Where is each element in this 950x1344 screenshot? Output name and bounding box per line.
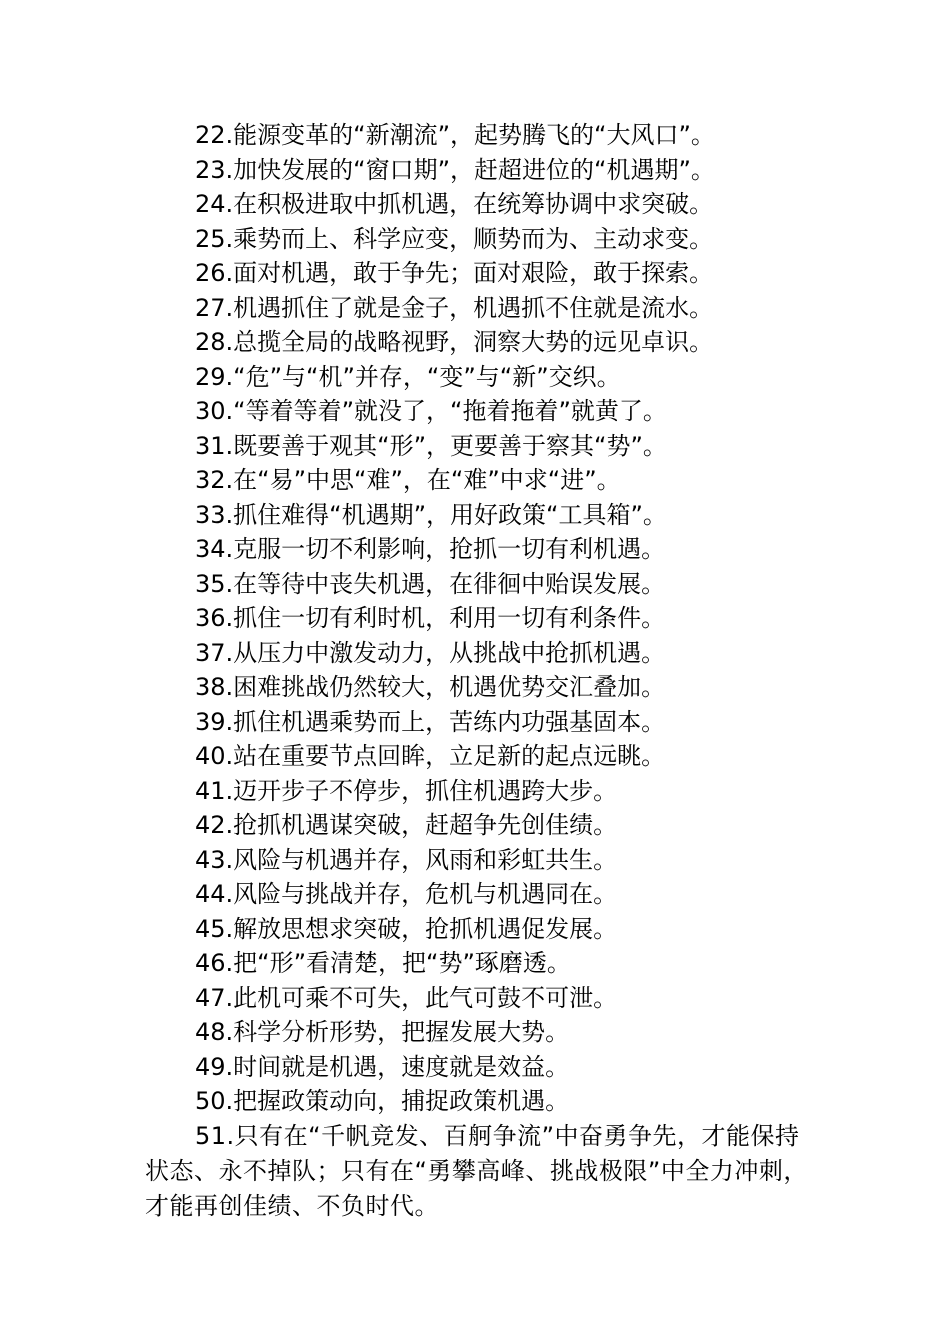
list-item: 37.从压力中激发动力，从挑战中抢抓机遇。: [195, 638, 666, 667]
list-item: 48.科学分析形势，把握发展大势。: [195, 1018, 570, 1046]
list-item: 26.面对机遇，敢于争先；面对艰险，敢于探索。: [195, 259, 714, 287]
list-item: 25.乘势而上、科学应变，顺势而为、主动求变。: [195, 224, 714, 253]
list-item: 24.在积极进取中抓机遇，在统筹协调中求突破。: [195, 190, 714, 218]
list-item: 39.抓住机遇乘势而上，苦练内功强基固本。: [195, 707, 666, 736]
list-item: 38.困难挑战仍然较大，机遇优势交汇叠加。: [195, 673, 666, 701]
list-item: 46.把“形”看清楚，把“势”琢磨透。: [195, 949, 571, 977]
list-item: 28.总揽全局的战略视野，洞察大势的远见卓识。: [195, 328, 714, 356]
slogan-list: [145, 118, 815, 1224]
list-item: 47.此机可乘不可失，此气可鼓不可泄。: [195, 983, 618, 1012]
list-item: 33.抓住难得“机遇期”，用好政策“工具箱”。: [195, 500, 667, 529]
list-item: 32.在“易”中思“难”，在“难”中求“进”。: [195, 466, 621, 494]
list-item: 34.克服一切不利影响，抢抓一切有利机遇。: [195, 535, 666, 563]
list-item: 27.机遇抓住了就是金子，机遇抓不住就是流水。: [195, 293, 714, 322]
list-item: 43.风险与机遇并存，风雨和彩虹共生。: [195, 845, 618, 874]
list-item: 40.站在重要节点回眸，立足新的起点远眺。: [195, 742, 666, 770]
list-item: 36.抓住一切有利时机，利用一切有利条件。: [195, 604, 666, 632]
list-item: 29.“危”与“机”并存，“变”与“新”交织。: [195, 362, 621, 391]
list-item: 35.在等待中丧失机遇，在徘徊中贻误发展。: [195, 569, 666, 598]
list-item: 41.迈开步子不停步，抓住机遇跨大步。: [195, 776, 618, 805]
list-item: 45.解放思想求突破，抢抓机遇促发展。: [195, 914, 618, 943]
list-item: 23.加快发展的“窗口期”，赶超进位的“机遇期”。: [195, 155, 715, 184]
list-item: 50.把握政策动向，捕捉政策机遇。: [195, 1087, 570, 1115]
list-item: 30.“等着等着”就没了，“拖着拖着”就黄了。: [195, 397, 667, 425]
list-item: 42.抢抓机遇谋突破，赶超争先创佳绩。: [195, 811, 618, 839]
list-item: 31.既要善于观其“形”，更要善于察其“势”。: [195, 431, 667, 460]
final-paragraph: 51.只有在“千帆竞发、百舸争流”中奋勇争先，才能保持状态、永不掉队；只有在“勇攀高峰、挑战极限”中全力冲刺，才能再创佳绩、不负时代。: [145, 1121, 808, 1220]
list-item: 44.风险与挑战并存，危机与机遇同在。: [195, 880, 618, 908]
list-item: 22.能源变革的“新潮流”，起势腾飞的“大风口”。: [195, 121, 715, 149]
list-item: 49.时间就是机遇，速度就是效益。: [195, 1052, 570, 1081]
